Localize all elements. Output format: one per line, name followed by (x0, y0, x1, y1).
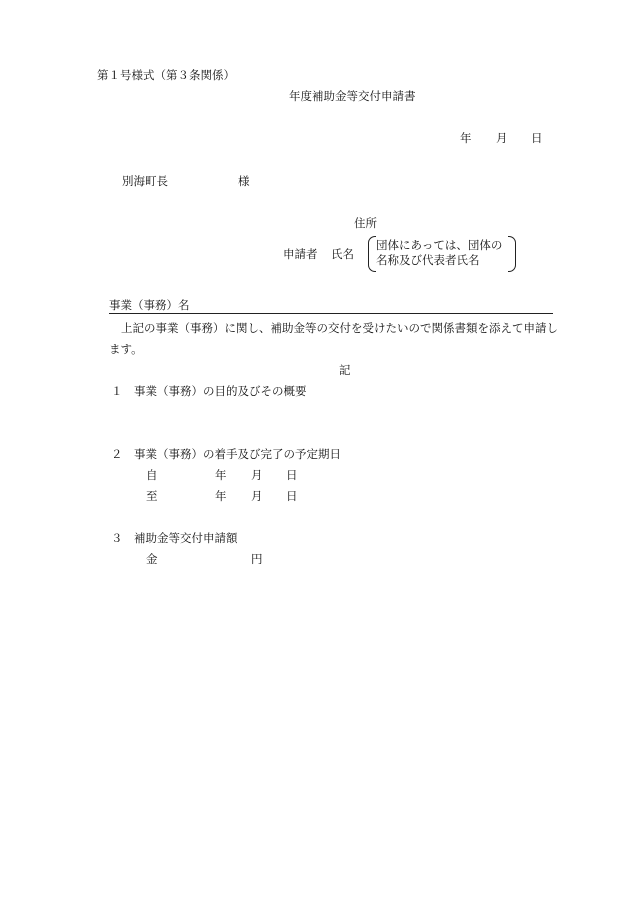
to-year: 年 (215, 489, 227, 503)
section-3-number: ３ (111, 531, 123, 545)
ki-heading: 記 (339, 363, 351, 377)
project-name-label: 事業（事務）名 (109, 298, 190, 312)
body-text-line2: ます。 (109, 342, 143, 356)
section-1-number: １ (111, 384, 123, 398)
date-month: 月 (496, 131, 508, 145)
form-number: 第１号様式（第３条関係） (97, 68, 235, 82)
name-label: 氏名 (331, 247, 354, 261)
applicant-note-line1: 団体にあっては、団体の (376, 238, 503, 252)
section-2-number: ２ (111, 447, 123, 461)
from-day: 日 (286, 468, 298, 482)
to-label: 至 (146, 489, 158, 503)
from-label: 自 (146, 468, 158, 482)
to-month: 月 (251, 489, 263, 503)
section-1-title: 事業（事務）の目的及びその概要 (134, 384, 307, 398)
left-parenthesis (368, 236, 376, 272)
amount-label: 金 (146, 552, 158, 566)
section-3-title: 補助金等交付申請額 (134, 531, 238, 545)
addressee-name: 別海町長 (122, 174, 168, 188)
project-name-field (109, 298, 553, 314)
date-day: 日 (531, 131, 543, 145)
section-2-title: 事業（事務）の着手及び完了の予定期日 (134, 447, 341, 461)
date-year: 年 (460, 131, 472, 145)
right-parenthesis (508, 236, 516, 272)
from-month: 月 (251, 468, 263, 482)
applicant-note-line2: 名称及び代表者氏名 (376, 253, 480, 267)
from-year: 年 (215, 468, 227, 482)
to-day: 日 (286, 489, 298, 503)
applicant-label: 申請者 (283, 247, 318, 261)
body-text-line1: 上記の事業（事務）に関し、補助金等の交付を受けたいので関係書類を添えて申請し (121, 321, 558, 335)
document-title: 年度補助金等交付申請書 (289, 89, 416, 103)
address-label: 住所 (354, 216, 377, 230)
addressee-honorific: 様 (238, 174, 250, 188)
yen-label: 円 (251, 552, 263, 566)
